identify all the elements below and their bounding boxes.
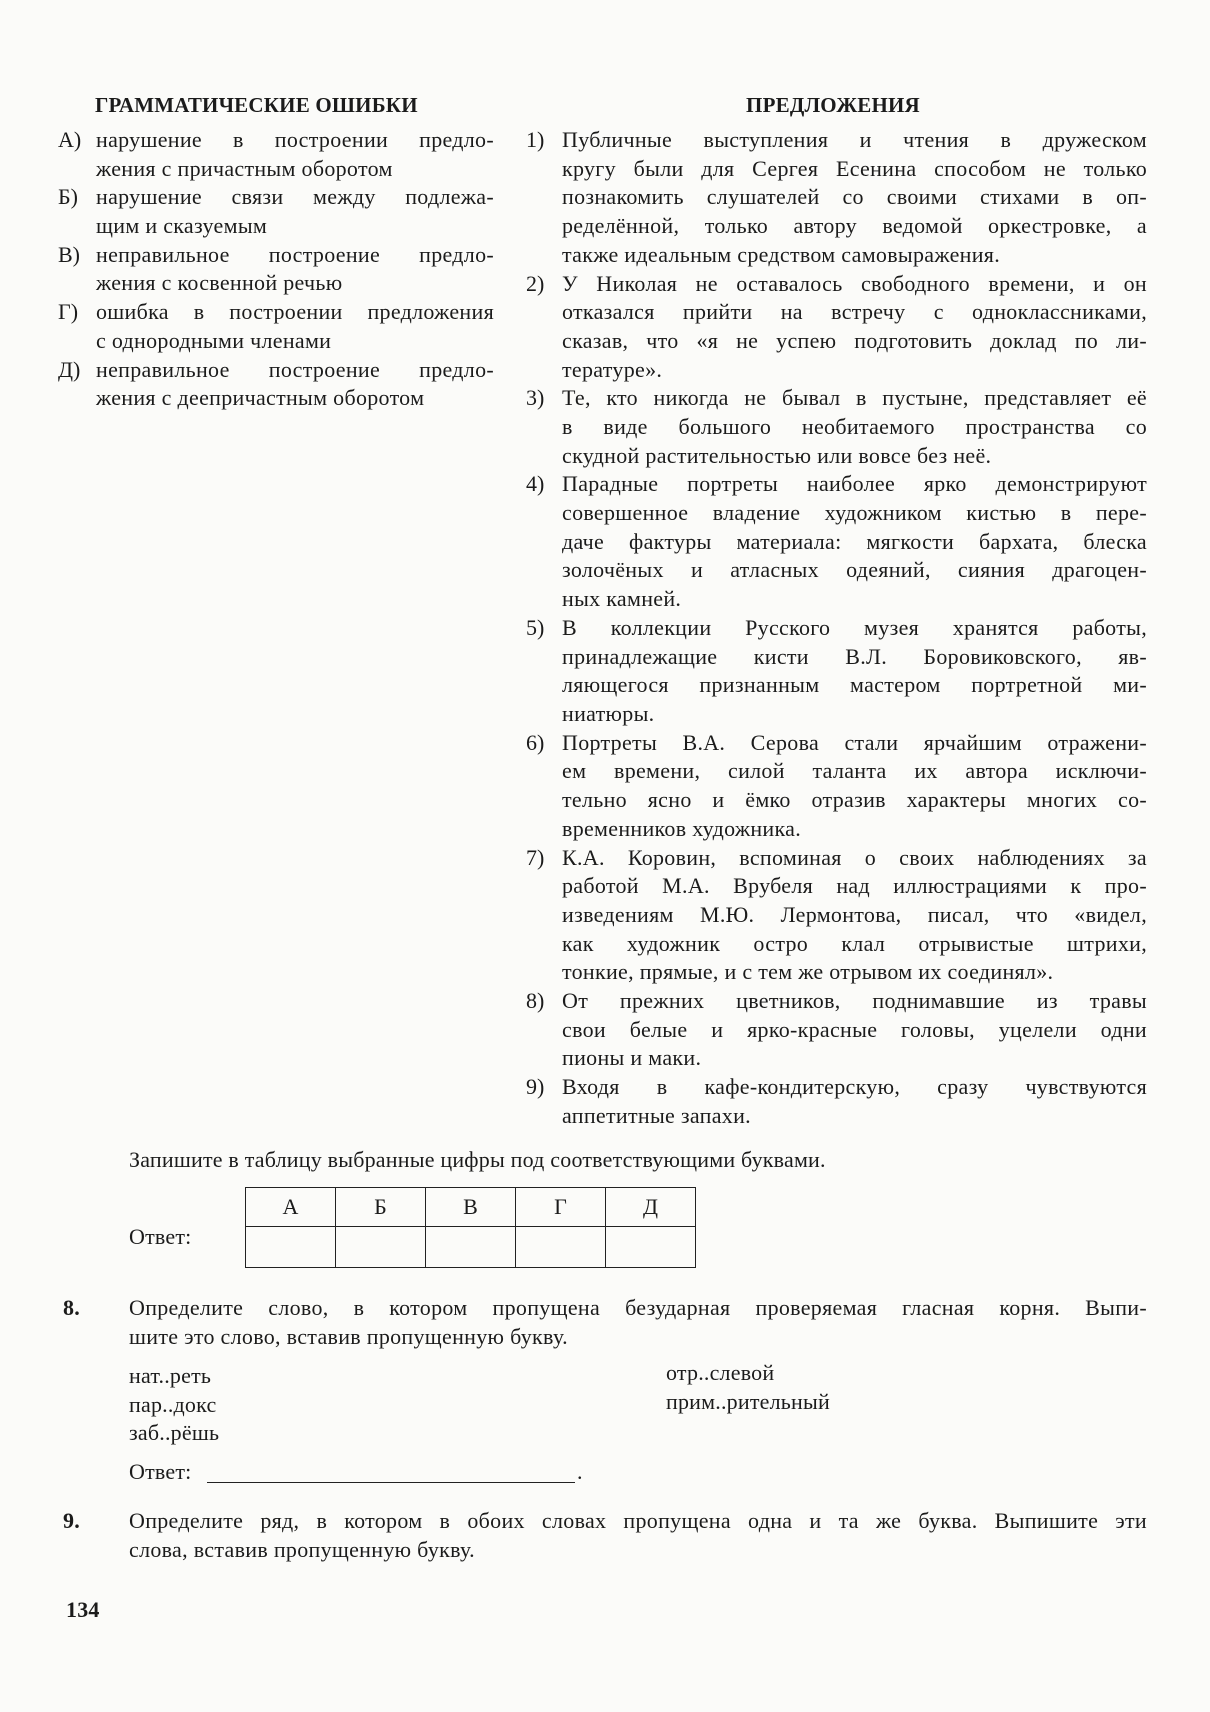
item-text-line: жения с деепричастным оборотом [96, 385, 425, 411]
answer-header-a: А [246, 1188, 336, 1227]
item-label: Б) [58, 184, 78, 210]
item-text-line: К.А. Коровин, вспоминая о своих наблюдениях за [562, 844, 1147, 870]
item-text-line: неправильное построение предло- [96, 241, 494, 267]
item-text-line: аппетитные запахи. [562, 1102, 751, 1128]
word-option: пар..докс [129, 1391, 217, 1417]
item-text-line: Входя в кафе-кондитерскую, сразу чувствуются [562, 1074, 1147, 1100]
item-text-line: Парадные портреты наиболее ярко демонстрируют [562, 471, 1147, 497]
item-text-line: Портреты В.А. Серова стали ярчайшим отражени- [562, 729, 1147, 755]
item-text-line: ляющегося признанным мастером портретной ми- [562, 672, 1147, 698]
answer-header-b: Б [336, 1188, 426, 1227]
item-text-line: нарушение связи между подлежа- [96, 184, 494, 210]
item-text-line: нарушение в построении предло- [96, 127, 494, 152]
item-text-line: тературе». [562, 356, 663, 382]
item-text-line: также идеальным средством самовыражения. [562, 241, 1001, 267]
item-text-line: кругу были для Сергея Есенина способом не только [562, 155, 1147, 181]
task-9-text-line: Определите ряд, в котором в обоих словах пропущена одна и та же буква. Выпишите эти [129, 1508, 1147, 1533]
page-number: 134 [66, 1597, 100, 1622]
item-label: В) [58, 241, 80, 267]
item-text-line: познакомить слушателей со своими стихами в оп- [562, 184, 1147, 210]
word-option: нат..реть [129, 1363, 212, 1388]
item-text-line: ных камней. [562, 586, 682, 612]
item-text-line: ниатюры. [562, 700, 655, 726]
word-option: прим..рительный [666, 1388, 830, 1414]
item-text-line: Публичные выступления и чтения в дружеском [562, 127, 1147, 152]
item-text-line: В коллекции Русского музея хранятся работы, [562, 614, 1147, 640]
item-text-line: принадлежащие кисти В.Л. Боровиковского, яв- [562, 643, 1147, 669]
word-option: заб..рёшь [129, 1420, 220, 1446]
item-label: 7) [526, 844, 545, 870]
task-9-text-line: слова, вставив пропущенную букву. [129, 1536, 475, 1562]
answer-label: Ответ: [129, 1224, 192, 1249]
item-label: 1) [526, 127, 545, 152]
answer-header-g: Г [516, 1188, 606, 1227]
answer-cell-g[interactable] [516, 1227, 606, 1268]
answer-header-d: Д [606, 1188, 696, 1227]
item-text-line: ределённой, только автору ведомой оркестровке, а [562, 213, 1147, 239]
answer-cell-a[interactable] [246, 1227, 336, 1268]
item-text-line: с однородными членами [96, 327, 332, 353]
item-text-line: щим и сказуемым [96, 213, 268, 239]
answer-cell-d[interactable] [606, 1227, 696, 1268]
task-8-text-line: шите это слово, вставив пропущенную букву. [129, 1323, 568, 1349]
item-text-line: свои белые и ярко-красные головы, уцелели одни [562, 1016, 1147, 1042]
word-option: отр..слевой [666, 1360, 775, 1385]
right-heading: ПРЕДЛОЖЕНИЯ [746, 93, 920, 117]
item-text-line: жения с причастным оборотом [96, 155, 393, 181]
item-text-line: отказался прийти на встречу с одноклассниками, [562, 299, 1147, 325]
item-label: Г) [58, 299, 79, 325]
item-label: 2) [526, 270, 545, 296]
item-text-line: изведениям М.Ю. Лермонтова, писал, что «видел, [562, 901, 1147, 927]
task-8-text-line: Определите слово, в котором пропущена безударная проверяемая гласная корня. Выпи- [129, 1295, 1147, 1320]
item-text-line: ем времени, силой таланта их автора исключи- [562, 758, 1147, 784]
item-text-line: работой М.А. Врубеля над иллюстрациями к про- [562, 873, 1147, 899]
item-text-line: неправильное построение предло- [96, 356, 494, 382]
item-label: 4) [526, 471, 545, 497]
item-text-line: как художник остро клал отрывистые штрихи, [562, 930, 1147, 956]
item-label: 6) [526, 729, 545, 755]
item-text-line: в виде большого необитаемого пространства со [562, 413, 1147, 439]
item-text-line: тельно ясно и ёмко отразив характеры многих со- [562, 787, 1147, 813]
item-text-line: Те, кто никогда не бывал в пустыне, представляет её [562, 385, 1147, 411]
task-8-number: 8. [63, 1295, 80, 1320]
item-label: Д) [58, 356, 81, 382]
item-text-line: даче фактуры материала: мягкости бархата, блеска [562, 528, 1147, 554]
left-heading: ГРАММАТИЧЕСКИЕ ОШИБКИ [95, 93, 418, 117]
item-text-line: У Николая не оставалось свободного времени, и он [562, 270, 1147, 296]
item-text-line: временников художника. [562, 815, 802, 841]
task-8-answer-field[interactable] [207, 1458, 575, 1483]
item-text-line: От прежних цветников, поднимавшие из травы [562, 988, 1147, 1013]
item-text-line: золочёных и атласных одеяний, сияния драгоцен- [562, 557, 1147, 583]
answer-header-v: В [426, 1188, 516, 1227]
item-label: А) [58, 127, 82, 152]
item-label: 3) [526, 385, 545, 411]
item-label: 8) [526, 988, 545, 1013]
item-text-line: тонкие, прямые, и с тем же отрывом их соединял». [562, 959, 1054, 985]
task-8-answer-label: Ответ: [129, 1459, 192, 1484]
item-text-line: ошибка в построении предложения [96, 299, 494, 325]
item-text-line: совершенное владение художником кистью в пере- [562, 500, 1147, 526]
answer-cell-b[interactable] [336, 1227, 426, 1268]
answer-cell-v[interactable] [426, 1227, 516, 1268]
task-8-answer-period: . [577, 1459, 583, 1484]
item-label: 9) [526, 1074, 545, 1100]
item-text-line: скудной растительностью или вовсе без неё. [562, 442, 992, 468]
item-text-line: сказав, что «я не успею подготовить доклад по ли- [562, 327, 1147, 353]
answer-table [245, 1187, 696, 1268]
item-label: 5) [526, 614, 545, 640]
instruction-text: Запишите в таблицу выбранные цифры под соответствующими буквами. [129, 1147, 826, 1172]
item-text-line: пионы и маки. [562, 1045, 702, 1071]
task-9-number: 9. [63, 1508, 80, 1533]
item-text-line: жения с косвенной речью [96, 270, 343, 296]
